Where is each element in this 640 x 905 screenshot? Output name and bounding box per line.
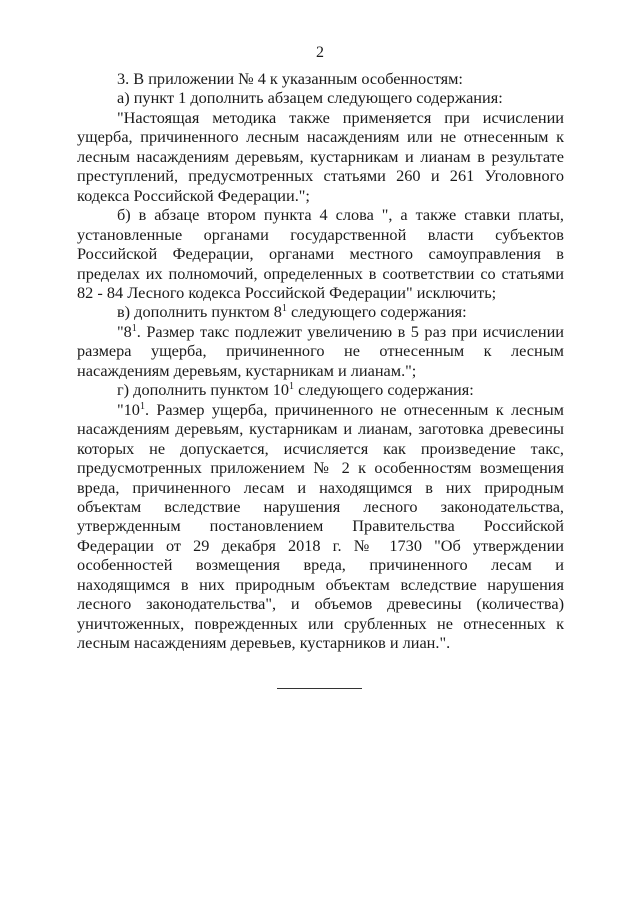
text-fragment: в) дополнить пунктом 8 bbox=[117, 302, 282, 322]
paragraph-quote-10-1 bbox=[77, 400, 564, 653]
text-fragment: следующего содержания: bbox=[286, 302, 467, 322]
text-fragment: . Размер такс подлежит увеличению в 5 раз при исчислении размера ущерба, причиненного не отнесенным к лесным насаждениям деревьям, кустарникам и лианам."; bbox=[77, 321, 564, 380]
paragraph-subitem-v bbox=[77, 302, 564, 321]
superscript: 1 bbox=[139, 400, 145, 412]
text-fragment: . Размер ущерба, причиненного не отнесенным к лесным насаждениям деревьям, кустарникам и лианам, заготовка древесины которых не допускается, исчисляется как произведение такс, предусмотренных приложением № 2 к особенностям возмещения вреда, причиненного лесам и находящимся в них природным объектам вследствие нарушения лесного законодательства, утвержденным постановлением Правительства Российской Федерации от 29 декабря 2018 г. № 1730 "Об утверждении особенностей возмещения вреда, причиненного лесам и находящимся в них природным объектам вследствие нарушения лесного законодательства", и объемов древесины (количества) уничтоженных, поврежденных или срубленных не отнесенных к лесным насаждениям деревьев, кустарников и лиан.". bbox=[77, 399, 564, 653]
page-number: 2 bbox=[316, 44, 324, 61]
paragraph-subitem-a: а) пункт 1 дополнить абзацем следующего содержания: bbox=[117, 88, 503, 108]
paragraph-quote-8-1 bbox=[77, 322, 564, 380]
document-body bbox=[77, 69, 564, 653]
text-fragment: следующего содержания: bbox=[294, 380, 474, 400]
text-fragment: "10 bbox=[117, 399, 140, 419]
text-fragment: "8 bbox=[117, 321, 132, 341]
superscript: 1 bbox=[289, 381, 295, 393]
superscript: 1 bbox=[131, 322, 137, 334]
paragraph-subitem-g bbox=[77, 380, 564, 399]
superscript: 1 bbox=[281, 303, 287, 315]
text-fragment: г) дополнить пунктом 10 bbox=[117, 380, 290, 400]
paragraph-item-3: 3. В приложении № 4 к указанным особенностям: bbox=[117, 69, 463, 88]
end-separator-line bbox=[277, 688, 362, 689]
paragraph-quote-methodology: "Настоящая методика также применяется при исчислении ущерба, причиненного лесным насаждениям или не отнесенным к лесным насаждениям деревьям, кустарникам и лианам в результате преступлений, предусмотренных статьями 260 и 261 Уголовного кодекса Российской Федерации."; bbox=[77, 107, 564, 205]
paragraph-subitem-b: б) в абзаце втором пункта 4 слова ", а также ставки платы, установленные органами государственной власти субъектов Российской Федерации, органами местного самоуправления в пределах их полномочий, определенных в соответствии со статьями 82 - 84 Лесного кодекса Российской Федерации" исключить; bbox=[77, 205, 564, 302]
